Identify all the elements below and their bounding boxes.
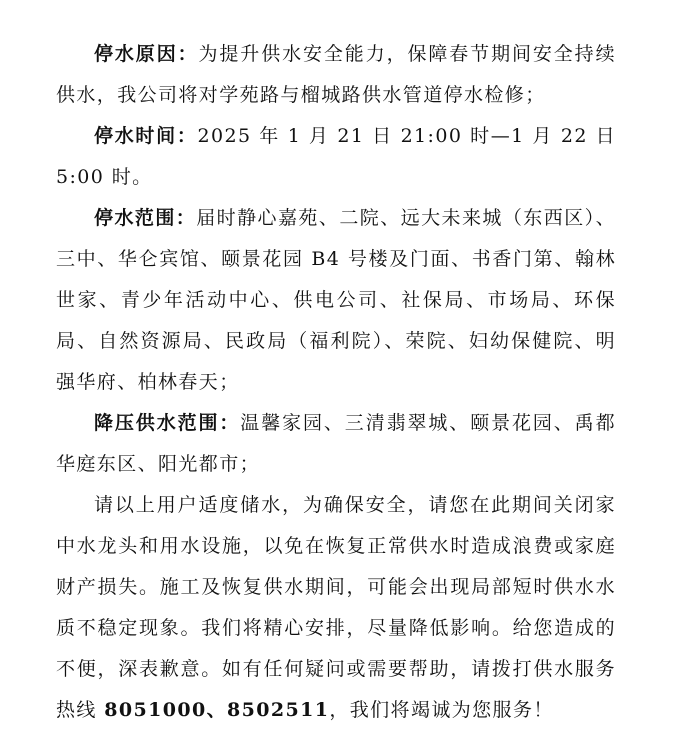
reduced-pressure-paragraph — [56, 403, 616, 485]
reduced-pressure-text: 温馨家园、三清翡翠城、颐景花园、禹都华庭东区、阳光都市； — [56, 412, 616, 475]
time-text: 2025 年 1 月 21 日 21:00 时—1 月 22 日 5:00 时。 — [56, 125, 616, 188]
scope-label: 停水范围： — [94, 207, 197, 229]
time-label: 停水时间： — [94, 125, 198, 147]
service-hotline: 8051000、8502511 — [104, 699, 330, 721]
closing-paragraph — [56, 485, 616, 731]
scope-paragraph — [56, 198, 616, 403]
reason-paragraph — [56, 34, 616, 116]
closing-text-end: ，我们将竭诚为您服务！ — [329, 699, 554, 721]
time-paragraph — [56, 116, 616, 198]
reduced-pressure-label: 降压供水范围： — [94, 412, 241, 434]
scope-text: 届时静心嘉苑、二院、远大未来城（东西区）、三中、华仑宾馆、颐景花园 B4 号楼及门面、书香门第、翰林世家、青少年活动中心、供电公司、社保局、市场局、环保局、自然资源局、民政局（福利院）、荣院、妇幼保健院、明强华府、柏林春天； — [56, 207, 616, 393]
reason-text: 为提升供水安全能力，保障春节期间安全持续供水，我公司将对学苑路与榴城路供水管道停水检修； — [56, 43, 616, 106]
reason-label: 停水原因： — [94, 43, 199, 65]
notice-document — [56, 34, 616, 731]
closing-text: 请以上用户适度储水，为确保安全，请您在此期间关闭家中水龙头和用水设施，以免在恢复正常供水时造成浪费或家庭财产损失。施工及恢复供水期间，可能会出现局部短时供水水质不稳定现象。我们将精心安排，尽量降低影响。给您造成的不便，深表歉意。如有任何疑问或需要帮助，请拨打供水服务热线 — [56, 494, 616, 721]
